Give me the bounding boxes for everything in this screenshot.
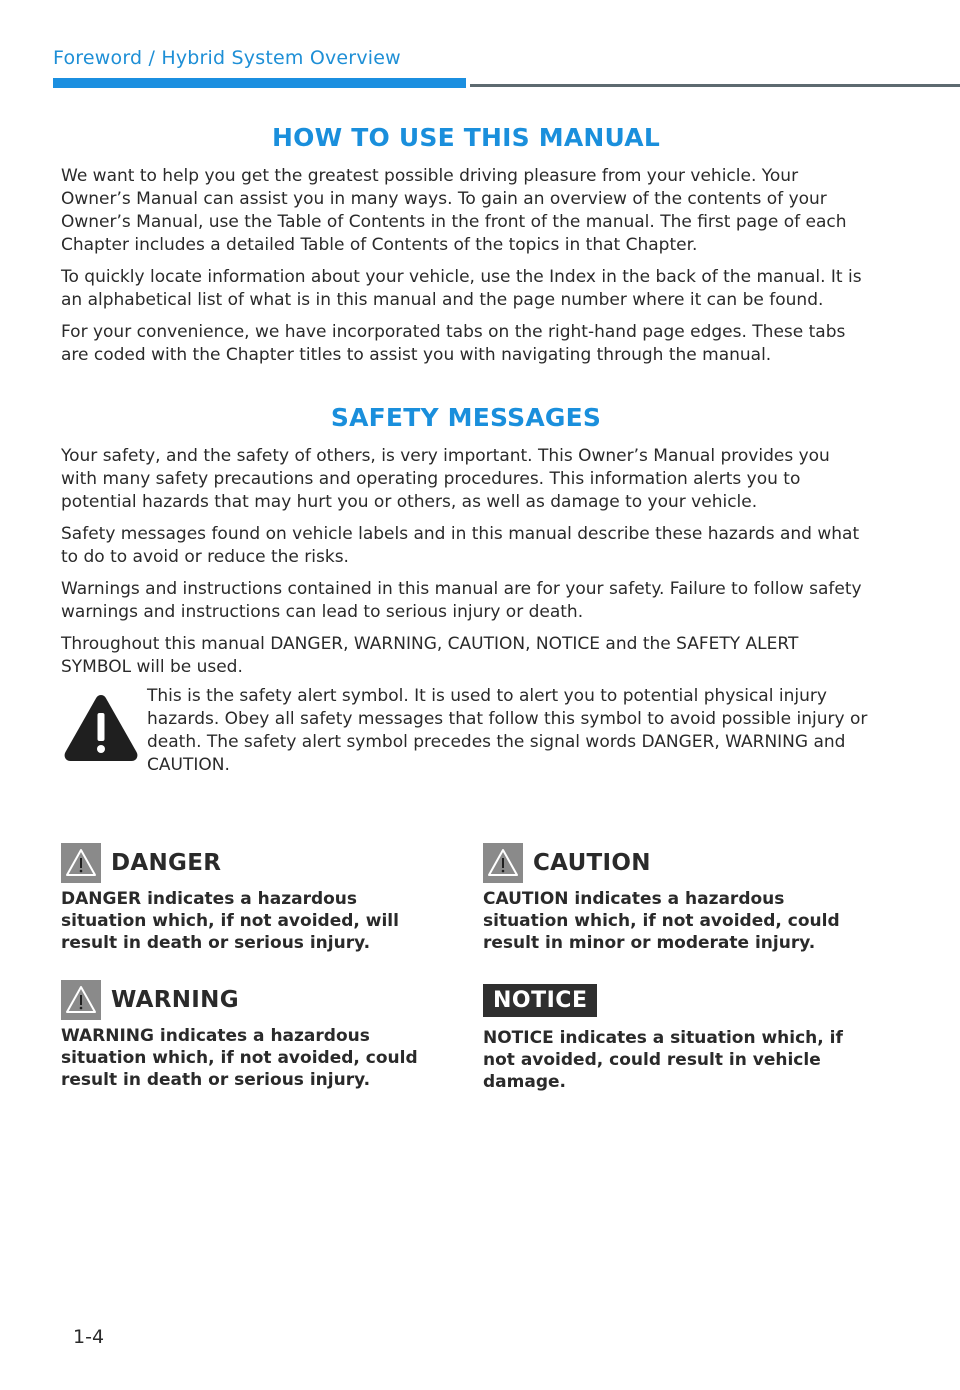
signal-word: CAUTION (533, 850, 651, 876)
warning-triangle-icon (483, 843, 523, 883)
page-number: 1-4 (73, 1326, 105, 1348)
signal-description: WARNING indicates a hazardous situation which, if not avoided, could result in death or serious injury. (61, 1026, 418, 1090)
paragraph: To quickly locate information about your vehicle, use the Index in the back of the manual. It is an alphabetical list of what is in this manual and the page number where it can be found. (61, 267, 862, 310)
signal-word: DANGER (111, 850, 222, 876)
paragraph: Warnings and instructions contained in this manual are for your safety. Failure to follow safety warnings and instructions can lead to serious injury or death. (61, 579, 862, 622)
header-rule-gray (470, 84, 960, 87)
paragraph: For your convenience, we have incorporated tabs on the right-hand page edges. These tabs are coded with the Chapter titles to assist you with navigating through the manual. (61, 322, 846, 365)
breadcrumb: Foreword / Hybrid System Overview (53, 47, 401, 69)
signal-description: CAUTION indicates a hazardous situation which, if not avoided, could result in minor or moderate injury. (483, 889, 840, 953)
signal-description: NOTICE indicates a situation which, if not avoided, could result in vehicle damage. (483, 1028, 843, 1092)
signal-description: DANGER indicates a hazardous situation which, if not avoided, will result in death or serious injury. (61, 889, 399, 953)
warning-triangle-icon (61, 689, 141, 769)
signal-word: WARNING (111, 987, 239, 1013)
safety-alert-description: This is the safety alert symbol. It is used to alert you to potential physical injury hazards. Obey all safety messages that follow this symbol to avoid possible injury or death. The safety alert symbol precedes the signal words DANGER, WARNING and CAUTION. (147, 686, 868, 775)
notice-badge: NOTICE (483, 984, 597, 1017)
warning-triangle-icon (61, 843, 101, 883)
safety-alert-symbol-row (61, 685, 871, 777)
header-rule-accent (53, 78, 466, 88)
signal-warning (61, 979, 421, 1091)
signal-caution (483, 842, 843, 954)
signal-notice (483, 979, 843, 1093)
paragraph: We want to help you get the greatest possible driving pleasure from your vehicle. Your Owner’s Manual can assist you in many ways. To gain an overview of the contents of your Owner’s Manual, use the Table of Contents in the front of the manual. The first page of each Chapter includes a detailed Table of Contents of the topics in that Chapter. (61, 166, 847, 255)
section-title-safety-messages: SAFETY MESSAGES (330, 403, 602, 432)
section-title-how-to-use: HOW TO USE THIS MANUAL (272, 123, 660, 152)
paragraph: Safety messages found on vehicle labels and in this manual describe these hazards and what to do to avoid or reduce the risks. (61, 524, 860, 567)
warning-triangle-icon (61, 980, 101, 1020)
signal-danger (61, 842, 421, 954)
paragraph: Your safety, and the safety of others, is very important. This Owner’s Manual provides you with many safety precautions and operating procedures. This information alerts you to potential hazards that may hurt you or others, as well as damage to your vehicle. (61, 446, 830, 512)
main-content (61, 123, 871, 777)
paragraph: Throughout this manual DANGER, WARNING, CAUTION, NOTICE and the SAFETY ALERT SYMBOL will be used. (61, 634, 799, 677)
